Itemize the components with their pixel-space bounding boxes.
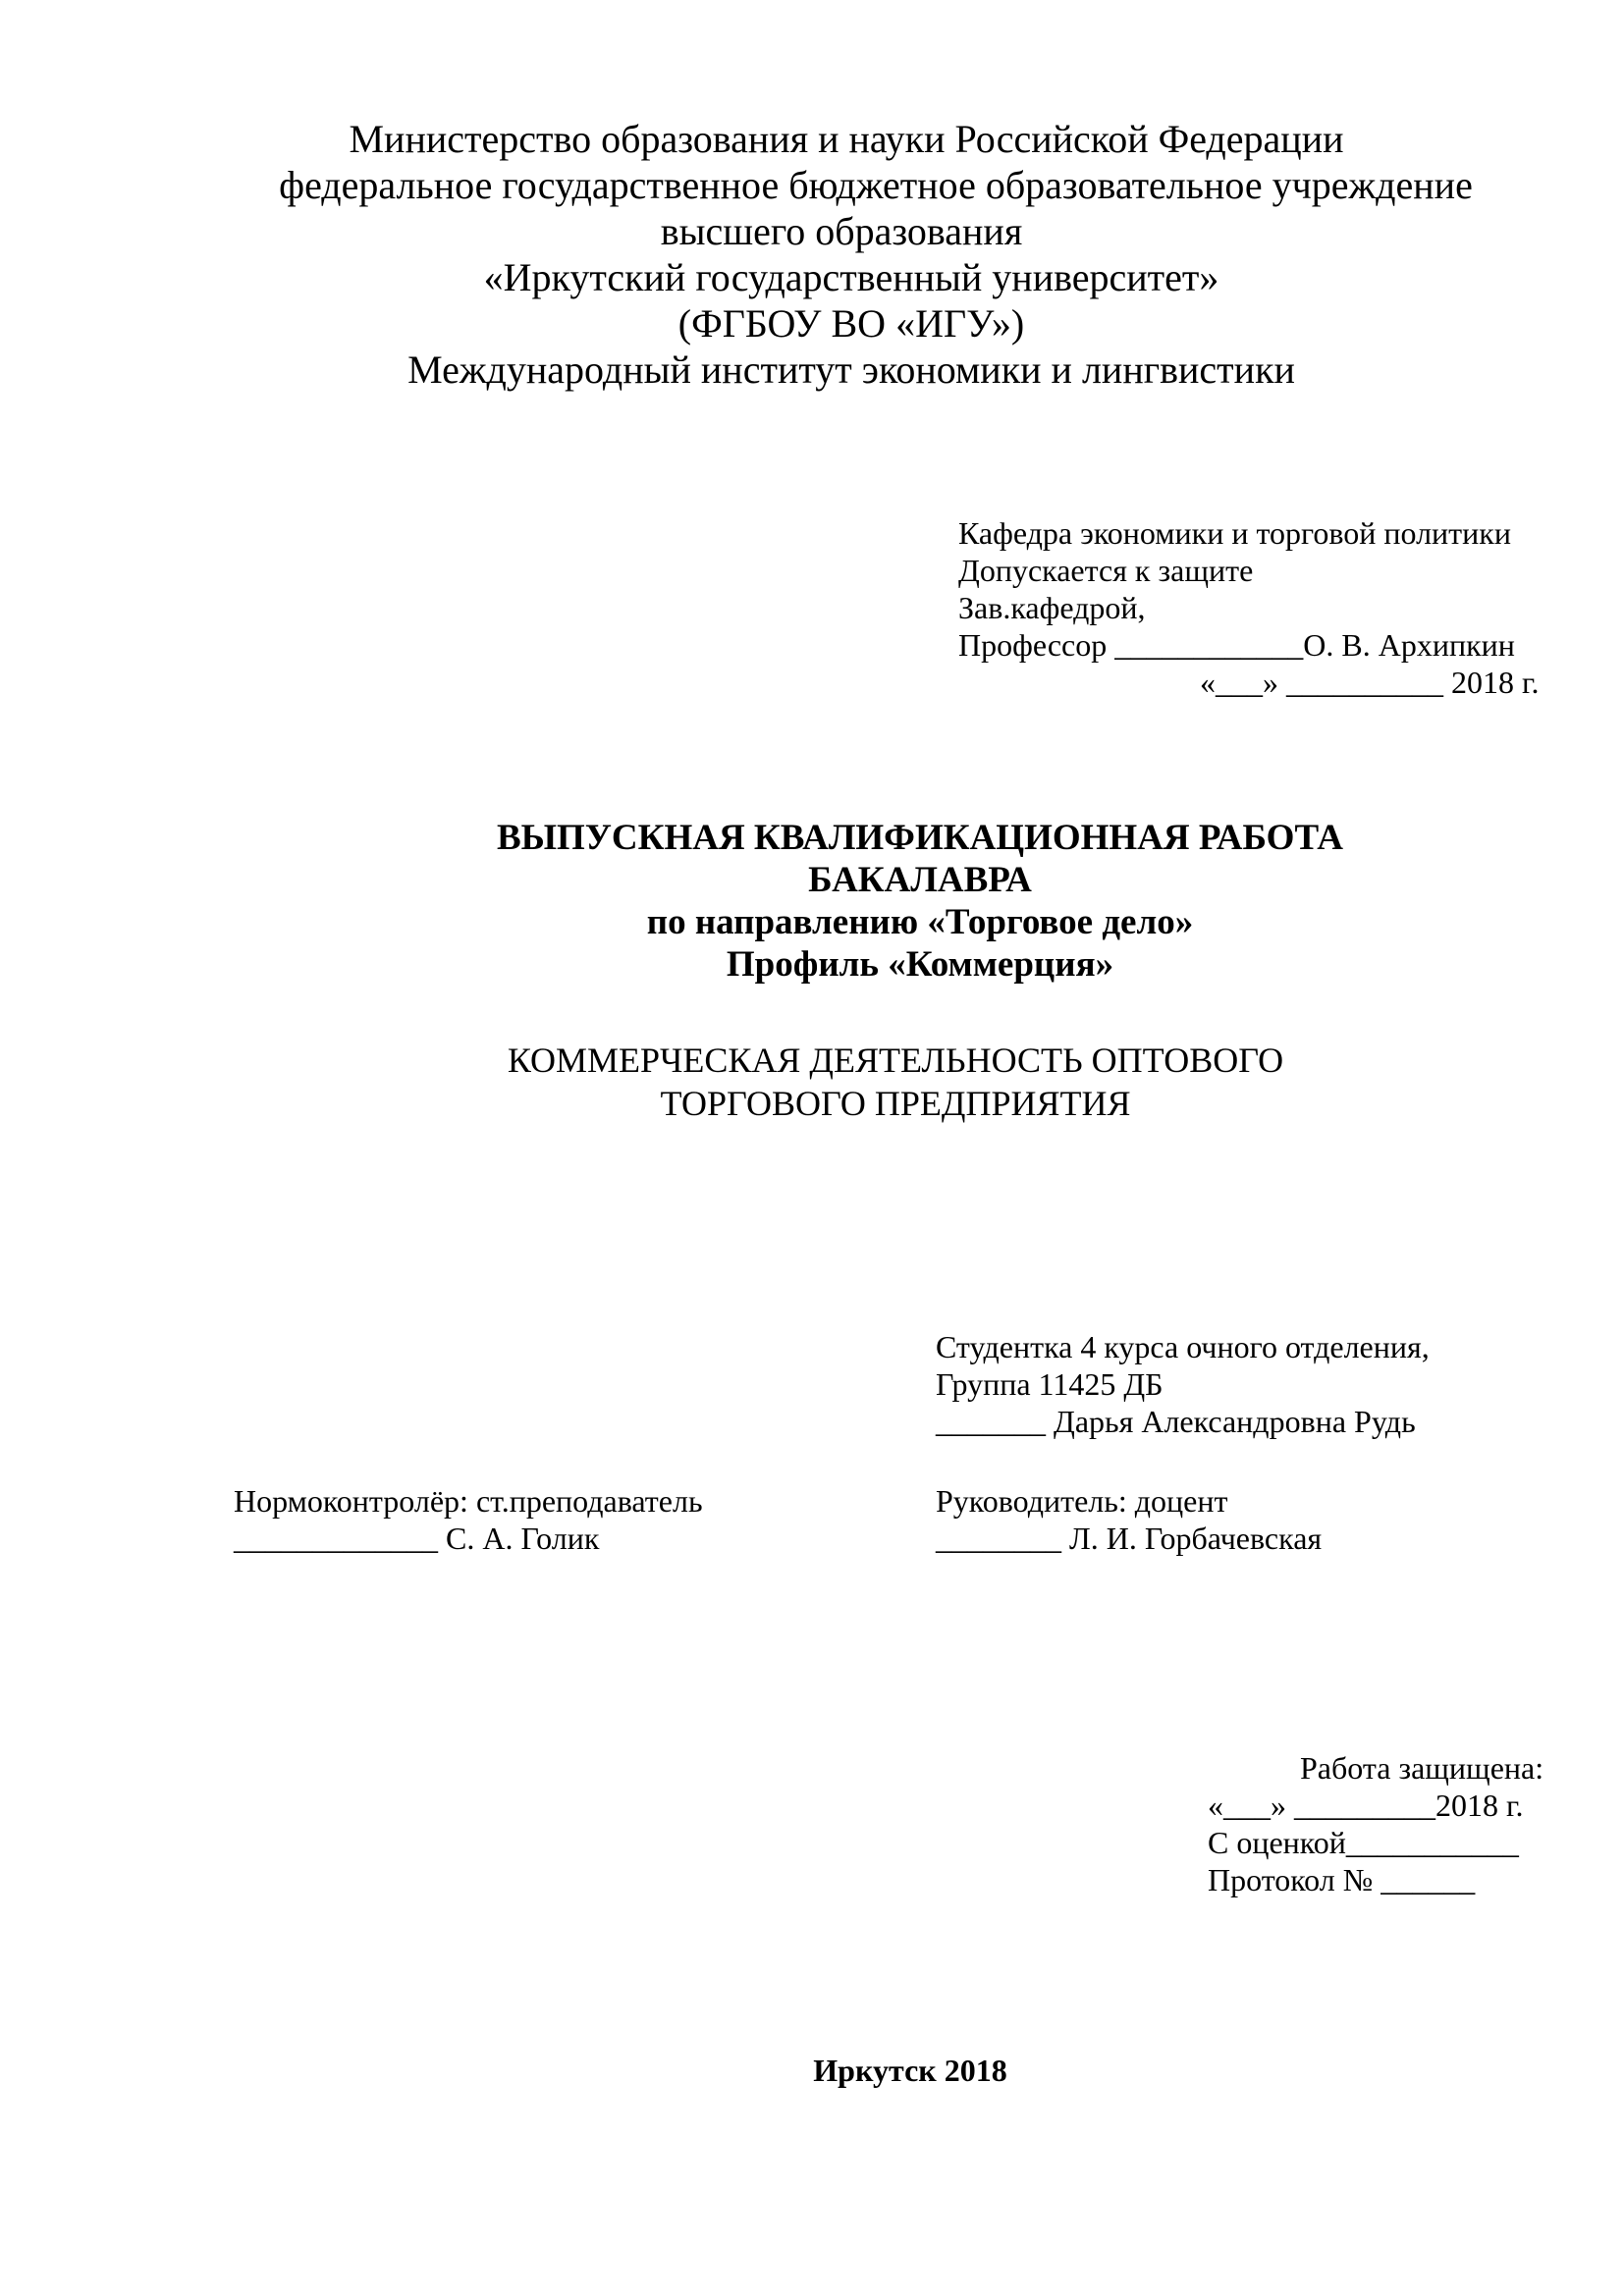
education-level-line: высшего образования <box>660 209 1023 253</box>
institution-type-line: федеральное государственное бюджетное образовательное учреждение <box>279 163 1473 207</box>
head-line: Зав.кафедрой, <box>958 590 1146 625</box>
admitted-line: Допускается к защите <box>958 553 1254 588</box>
supervisor-signature-line: ________ Л. И. Горбачевская <box>936 1521 1323 1556</box>
normocontrol-block <box>234 1482 703 1557</box>
university-abbr-line: (ФГБОУ ВО «ИГУ») <box>677 301 1025 346</box>
topic-line-1: КОММЕРЧЕСКАЯ ДЕЯТЕЛЬНОСТЬ ОПТОВОГО <box>507 1041 1284 1080</box>
approval-block <box>958 514 1540 701</box>
title-line-2: БАКАЛАВРА <box>808 860 1032 900</box>
title-line-1: ВЫПУСКНАЯ КВАЛИФИКАЦИОННАЯ РАБОТА <box>496 818 1344 858</box>
normocontrol-title-line: Нормоконтролёр: ст.преподаватель <box>234 1483 703 1519</box>
student-signature-line: _______ Дарья Александровна Рудь <box>936 1404 1416 1439</box>
normocontrol-signature-line: _____________ С. А. Голик <box>234 1521 600 1556</box>
topic-line-2: ТОРГОВОГО ПРЕДПРИЯТИЯ <box>660 1084 1131 1123</box>
student-block <box>936 1328 1430 1440</box>
approval-date-line: «___» __________ 2018 г. <box>1200 665 1540 700</box>
work-topic <box>0 1039 1624 1125</box>
supervisor-title-line: Руководитель: доцент <box>936 1483 1228 1519</box>
grade-line: С оценкой___________ <box>1208 1825 1519 1860</box>
defense-date-line: «___» _________2018 г. <box>1208 1788 1524 1823</box>
institute-line: Международный институт экономики и лингвистики <box>407 347 1295 392</box>
defended-label: Работа защищена: <box>1300 1750 1544 1786</box>
student-course-line: Студентка 4 курса очного отделения, <box>936 1329 1430 1364</box>
department-line: Кафедра экономики и торговой политики <box>958 515 1511 551</box>
protocol-line: Протокол № ______ <box>1208 1862 1476 1897</box>
title-line-4: Профиль «Коммерция» <box>726 944 1114 985</box>
title-line-3: по направлению «Торговое дело» <box>646 902 1194 942</box>
supervisor-block <box>936 1482 1322 1557</box>
defense-block <box>1208 1749 1543 1898</box>
city-year: Иркутск 2018 <box>813 2053 1007 2088</box>
institution-header <box>0 116 1624 393</box>
student-group-line: Группа 11425 ДБ <box>936 1366 1164 1402</box>
university-name-line: «Иркутский государственный университет» <box>483 255 1219 299</box>
work-title <box>0 817 1624 986</box>
professor-signature-line: Профессор ____________О. В. Архипкин <box>958 627 1515 663</box>
ministry-line: Министерство образования и науки Российской Федерации <box>349 117 1344 161</box>
